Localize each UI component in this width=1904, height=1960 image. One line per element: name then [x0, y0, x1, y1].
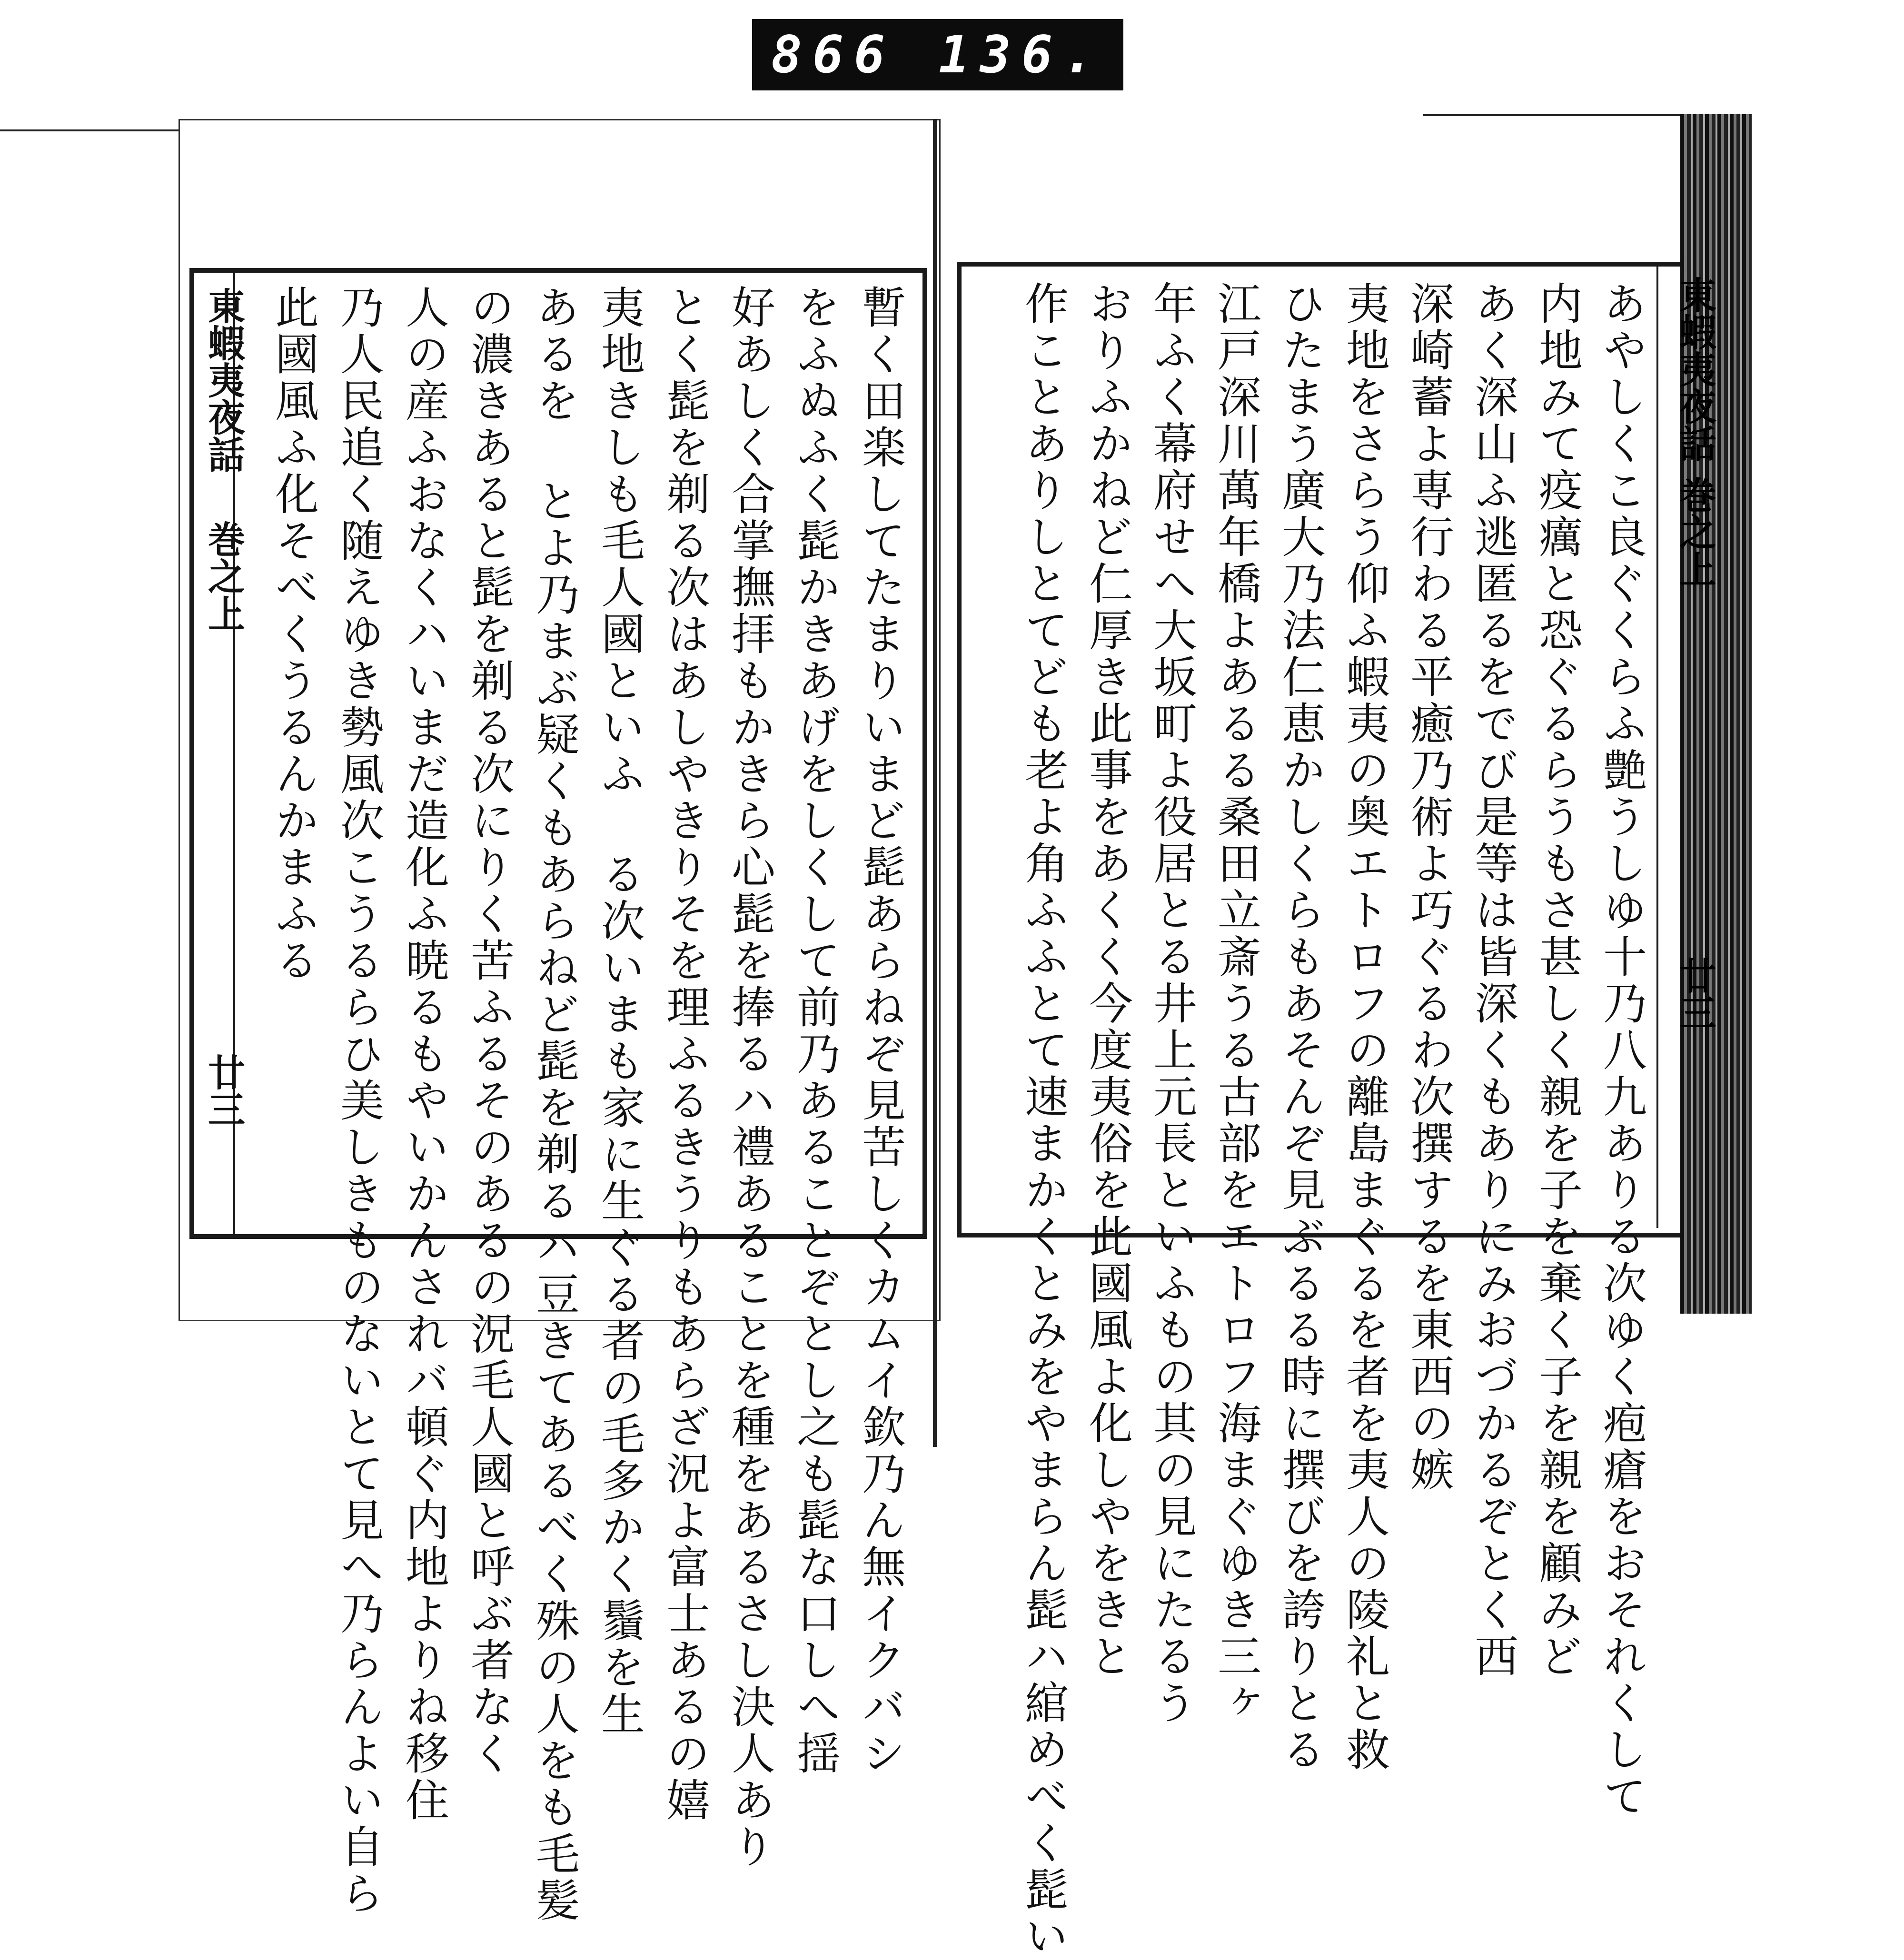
right-page-line-7: 江戸深川萬年橋よあるる桑田立斎うる古部をエトロフ海まぐゆき三ヶ — [1210, 281, 1261, 1727]
left-page-title: 東蝦夷夜話 — [202, 287, 245, 473]
left-page-line-8: 人の産ふおなくハいまだ造化ふ暁るもやいかんされバ頓ぐ内地よりね移住 — [398, 285, 449, 1824]
right-page — [947, 119, 1690, 1960]
right-page-frame — [957, 262, 1699, 1960]
right-page-title: 東蝦夷夜話 — [1673, 276, 1716, 462]
right-page-line-1: あやしくこ良ぐくらふ艶うしゆ十乃八九ありる次ゆく疱瘡をおそれくして — [1596, 281, 1647, 1820]
catalog-number-left: 866 — [771, 25, 896, 85]
left-page-margin-column — [194, 273, 245, 1234]
left-page-line-1: 暫く田楽してたまりいまど髭あらねぞ見苦しくカムイ欽乃ん無イクバシ — [855, 285, 906, 1777]
left-page-volume: 巻之上 — [202, 520, 245, 632]
left-page-line-6: あるを とよ乃まぶ疑くもあらねど髭を剃るハ豆きてあるべく殊の人をも毛髪 — [529, 285, 580, 1924]
left-page-frame — [189, 268, 927, 1924]
left-page-line-2: をふぬふく髭かきあげをしくして前乃あることぞとし之も髭な口しへ揺 — [790, 285, 841, 1777]
right-page-line-8: 年ふく幕府せへ大坂町よ役居とる井上元長といふもの其の見にたるう — [1146, 281, 1197, 1727]
right-page-line-2: 内地みて疫癘と恐ぐるらうもさ甚しく親を子を棄く子を親を顧みど — [1532, 281, 1583, 1680]
right-page-margin-column — [1656, 267, 1716, 1228]
right-page-line-9: おりふかねど仁厚き此事をあくく今度夷俗を此國風よ化しやをきと — [1082, 281, 1133, 1680]
left-page-number: 廿三 — [202, 1053, 245, 1128]
page-edge-line-right — [1423, 114, 1723, 116]
right-page-line-4: 深崎蓄よ専行わる平癒乃術よ巧ぐるわ次撰するを東西の嫉 — [1403, 281, 1454, 1494]
left-page-line-10: 此國風ふ化そべくうるんかまふる — [268, 285, 319, 984]
right-page-line-5: 夷地をさらう仰ふ蝦夷の奥エトロフの離島まぐるを者を夷人の陵礼と救 — [1339, 281, 1390, 1773]
catalog-number-right: 136. — [938, 25, 1104, 85]
left-page-line-7: の濃きあると髭を剃る次にりく苦ふるそのあるの況毛人國と呼ぶ者なく — [464, 285, 515, 1777]
right-page-line-3: あく深山ふ逃匿るをでび是等は皆深くもありにみおづかるぞとく西 — [1468, 281, 1518, 1680]
left-page-line-3: 好あしく合掌撫拝もかきら心髭を捧るハ禮あることを種をあるさし決人あり — [724, 285, 775, 1871]
left-page-line-4: とく髭を剃る次はあしやきりそを理ふるきうりもあらざ況よ富士あるの嬉 — [659, 285, 710, 1824]
right-page-line-10: 作ことありしとてども老よ角ふふとて速まかくとみをやまらん髭ハ綰めべく髭い — [1018, 281, 1069, 1960]
book-gutter — [933, 119, 937, 1447]
right-page-number: 廿三 — [1673, 957, 1716, 1031]
left-page-line-9: 乃人民追く随えゆき勢風次こうるらひ美しきものないとて見へ乃らんよい自ら — [333, 285, 384, 1917]
page-edge-line-left — [0, 129, 181, 131]
right-page-line-6: ひたまう廣大乃法仁恵かしくらもあそんぞ見ぶるる時に撰びを誇りとる — [1275, 281, 1326, 1773]
left-page — [178, 119, 941, 1924]
right-page-volume: 巻之上 — [1673, 476, 1716, 587]
catalog-label — [752, 19, 1123, 90]
left-page-line-5: 夷地きしも毛人國といふ る次いまも家に生ぐる者の毛多かく鬚を生 — [594, 285, 645, 1738]
